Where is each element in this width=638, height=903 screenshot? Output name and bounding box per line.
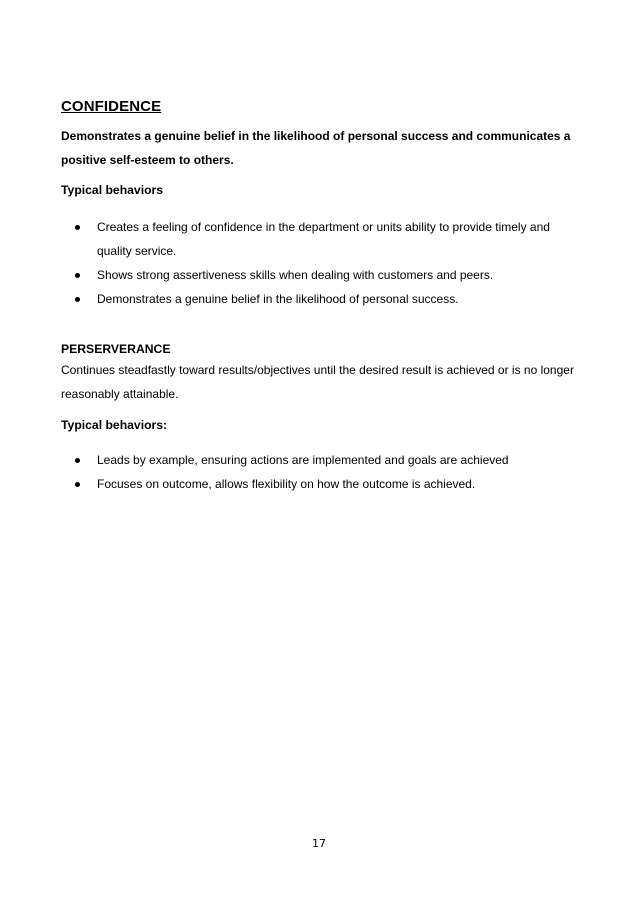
section-title-confidence: CONFIDENCE [61, 98, 162, 115]
list-item: Leads by example, ensuring actions are implemented and goals are achieved [61, 448, 581, 472]
list-item: Focuses on outcome, allows flexibility on how the outcome is achieved. [61, 472, 581, 496]
list-item: Creates a feeling of confidence in the department or units ability to provide timely and quality service. [61, 215, 581, 263]
behaviors-list-perserverance [61, 448, 581, 496]
bullet-icon [75, 225, 80, 230]
behaviors-list-confidence [61, 215, 581, 311]
page-number: 17 [312, 837, 326, 850]
section-title-perserverance: PERSERVERANCE [61, 342, 171, 356]
section-description-perserverance: Continues steadfastly toward results/objectives until the desired result is achieved or is no longer reasonably attainable. [61, 363, 574, 401]
bullet-icon [75, 273, 80, 278]
section-description-confidence: Demonstrates a genuine belief in the likelihood of personal success and communicates a positive self-esteem to others. [61, 129, 571, 167]
bullet-icon [75, 458, 80, 463]
list-item: Demonstrates a genuine belief in the likelihood of personal success. [61, 287, 581, 311]
bullet-icon [75, 297, 80, 302]
bullet-icon [75, 482, 80, 487]
behaviors-label-perserverance: Typical behaviors: [61, 418, 168, 432]
behaviors-label-confidence: Typical behaviors [61, 183, 164, 197]
list-item: Shows strong assertiveness skills when dealing with customers and peers. [61, 263, 581, 287]
